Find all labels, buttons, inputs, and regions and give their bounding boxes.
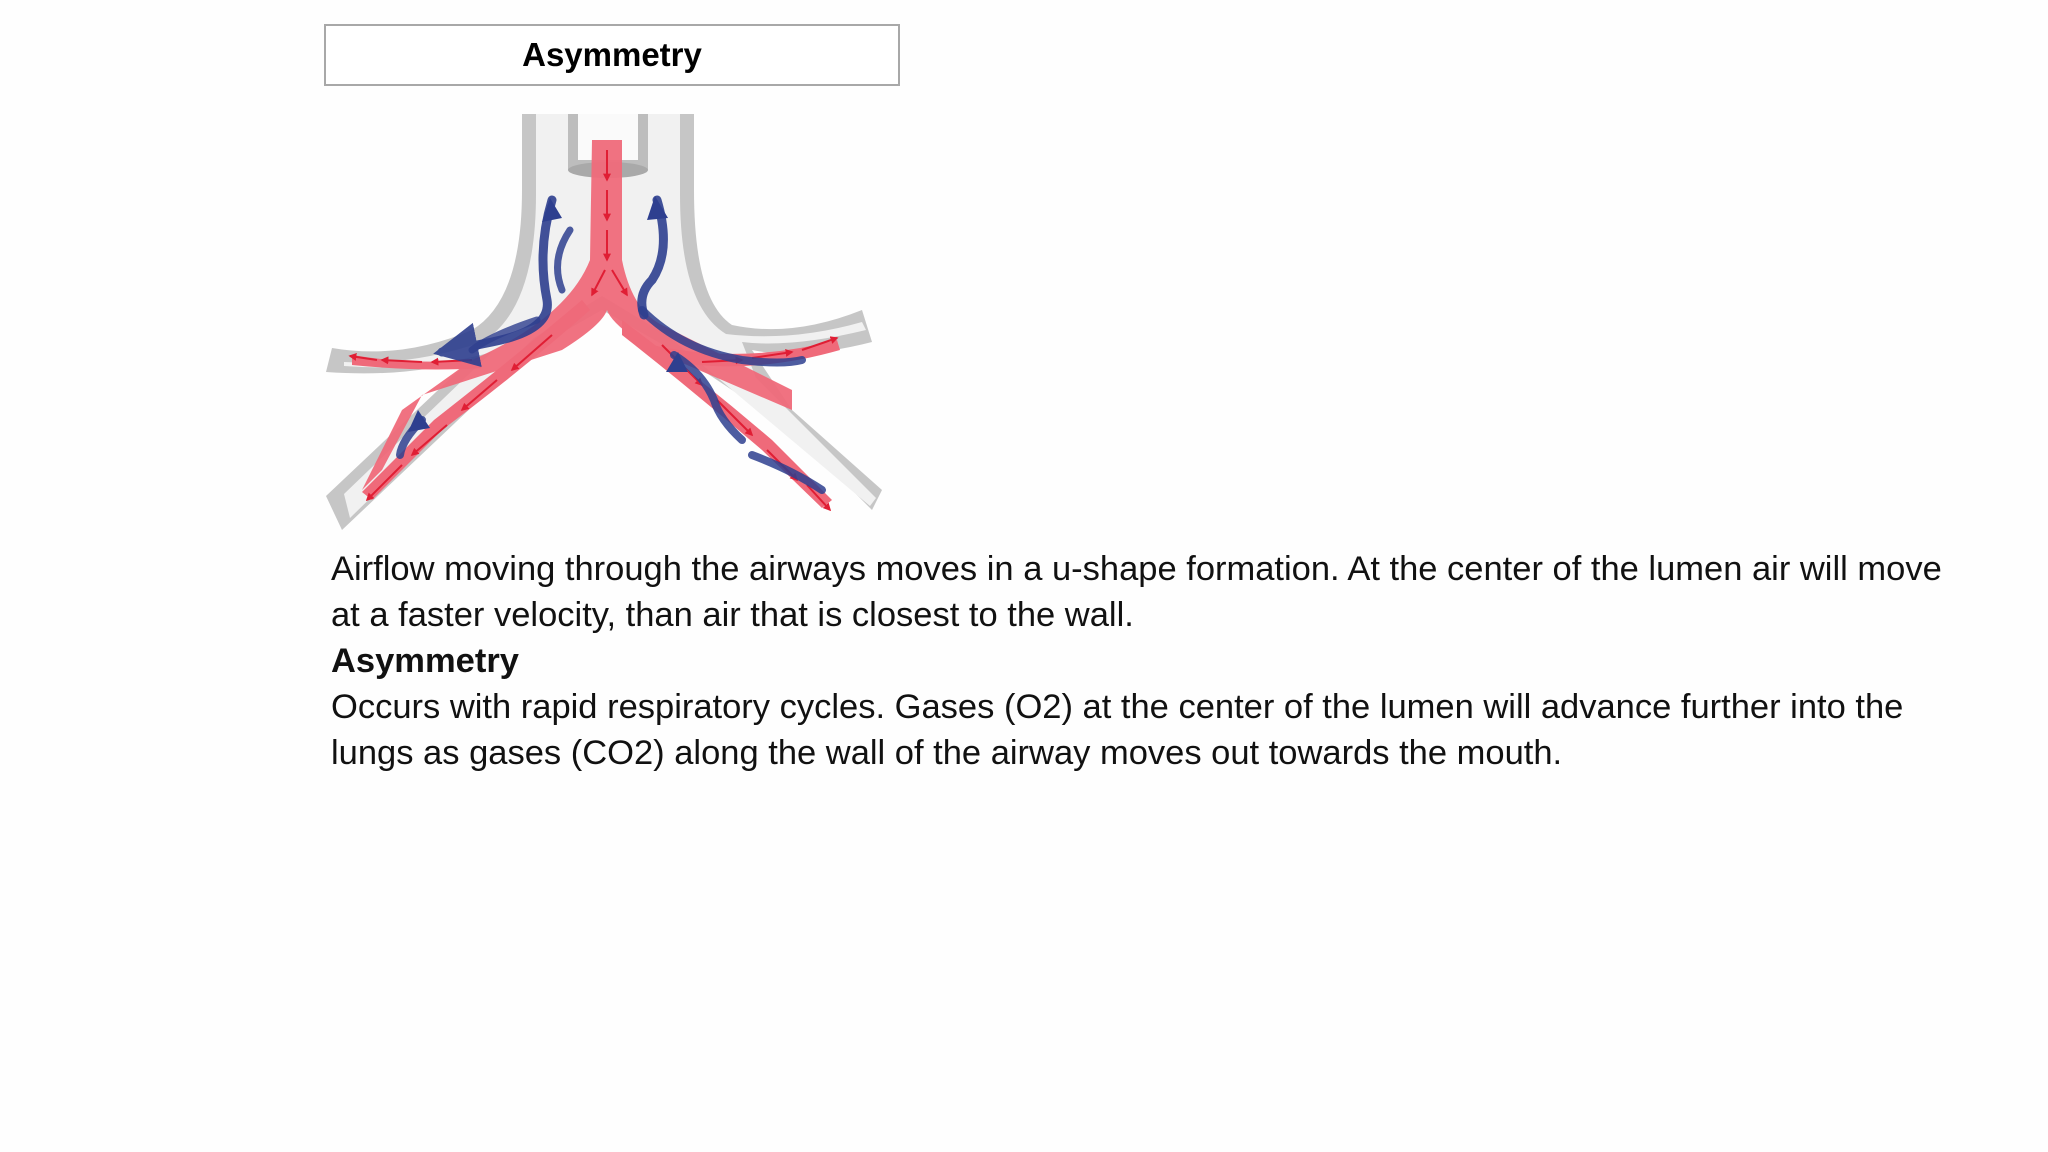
subheading-asymmetry: Asymmetry [331,642,519,680]
airway-bifurcation-diagram [322,110,882,540]
title-box [324,24,900,86]
paragraph-asymmetry: Occurs with rapid respiratory cycles. Gases (O2) at the center of the lumen will advance further into the lungs as gases (CO2) along the wall of the airway moves out towards the mouth. [331,688,1904,772]
inflow-stream [352,140,840,508]
paragraph-airflow: Airflow moving through the airways moves in a u-shape formation. At the center of the lumen air will move at a faster velocity, than air that is closest to the wall. [331,550,1942,634]
slide-title: Asymmetry [522,36,702,73]
body-text [331,546,1971,776]
